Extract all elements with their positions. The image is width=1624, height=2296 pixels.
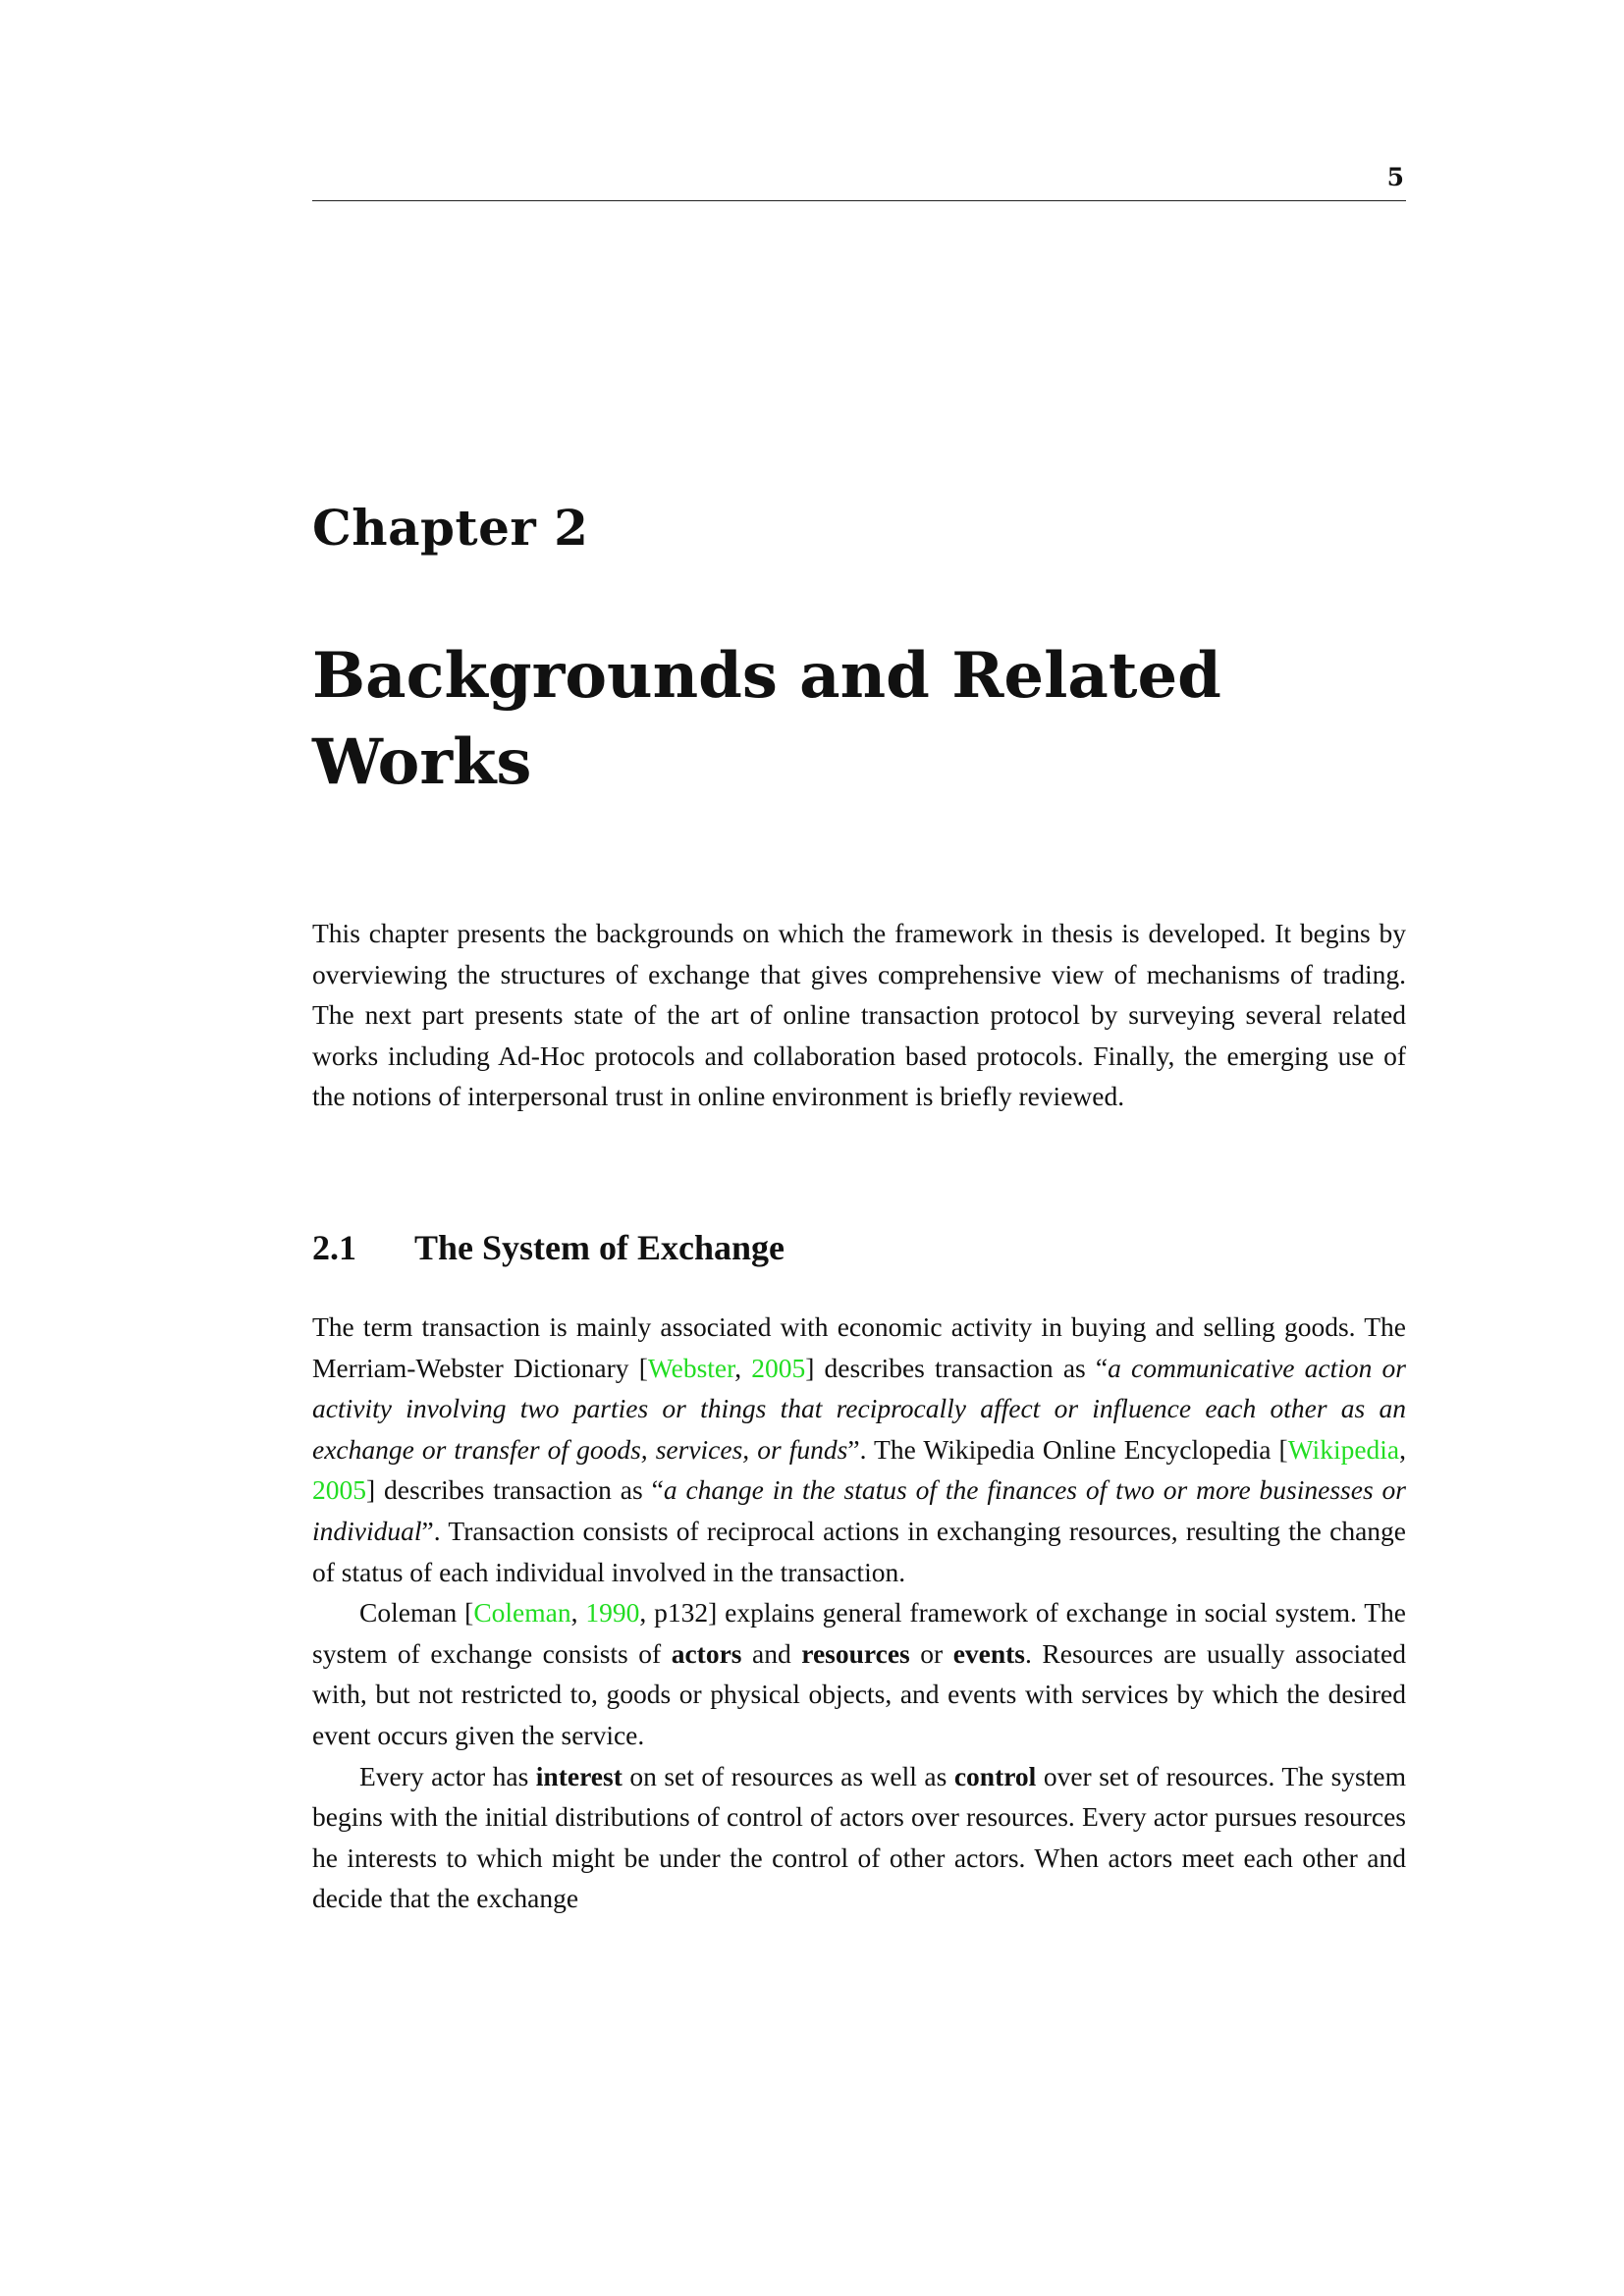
text-run: or <box>909 1637 953 1669</box>
text-run: , <box>570 1597 586 1629</box>
term-resources: resources <box>801 1637 910 1669</box>
text-run: on set of resources as well as <box>622 1760 954 1791</box>
page-number: 5 <box>1386 163 1404 191</box>
paragraph-coleman-framework <box>312 1592 1406 1755</box>
paragraph-interest-control <box>312 1756 1406 1919</box>
running-header <box>312 159 1406 201</box>
citation-link-webster[interactable]: Webster <box>647 1352 735 1383</box>
chapter-title: Backgrounds and Related Works <box>312 639 1221 799</box>
section-body <box>312 1307 1406 1919</box>
section-title: The System of Exchange <box>414 1228 785 1267</box>
term-actors: actors <box>671 1637 742 1669</box>
citation-year-link-wikipedia[interactable]: 2005 <box>312 1474 366 1506</box>
text-run: The term transaction is mainly associated with economic activity in buying and selling goods. The Merriam-Webster Dictionary [ <box>312 1311 1406 1383</box>
citation-link-coleman[interactable]: Coleman <box>473 1597 571 1629</box>
text-run: over set of resources. The system begins with the initial distributions of control of actors over resources. Every actor pursues resources he interests to which might be under the control of other actors. When actors meet each other and decide that the exchange <box>312 1760 1406 1914</box>
term-events: events <box>952 1637 1026 1669</box>
quote-webster: a communicative action or activity involving two parties or things that reciprocally affect or influence each other as an exchange or transfer of goods, services, or funds <box>312 1352 1407 1465</box>
text-run: ] describes transaction as “ <box>805 1352 1109 1383</box>
text-run: ] describes transaction as “ <box>366 1474 664 1506</box>
citation-year-link-coleman[interactable]: 1990 <box>585 1597 640 1629</box>
paragraph-transaction-definition <box>312 1307 1406 1592</box>
text-run: , p132] explains general framework of exchange in social system. The system of exchange consists of <box>312 1597 1407 1669</box>
section-heading <box>312 1227 785 1268</box>
text-run: ”. Transaction consists of reciprocal actions in exchanging resources, resulting the change of status of each individual involved in the transaction. <box>312 1515 1406 1587</box>
chapter-label: Chapter 2 <box>312 499 589 557</box>
quote-wikipedia: a change in the status of the finances of two or more businesses or individual <box>312 1474 1406 1546</box>
text-run: Every actor has <box>359 1760 536 1791</box>
text-run: , <box>734 1352 752 1383</box>
text-run: ”. The Wikipedia Online Encyclopedia [ <box>847 1433 1288 1465</box>
section-number: 2.1 <box>312 1228 356 1267</box>
intro-paragraph: This chapter presents the backgrounds on which the framework in thesis is developed. It begins by overviewing the structures of exchange that gives comprehensive view of mechanisms of trading. The next part presents state of the art of online transaction protocol by surveying several related works including Ad-Hoc protocols and collaboration based protocols. Finally, the emerging use of the notions of interpersonal trust in online environment is briefly reviewed. <box>312 918 1406 1112</box>
citation-year-link-webster[interactable]: 2005 <box>751 1352 806 1383</box>
text-run: and <box>741 1637 802 1669</box>
citation-link-wikipedia[interactable]: Wikipedia <box>1287 1433 1400 1465</box>
text-run: , <box>1399 1433 1407 1465</box>
term-control: control <box>953 1760 1037 1791</box>
text-run: Coleman [ <box>359 1597 474 1629</box>
text-run: . Resources are usually associated with, but not restricted to, goods or physical objects, and events with services by which the desired event occurs given the service. <box>312 1637 1406 1750</box>
term-interest: interest <box>535 1760 623 1791</box>
